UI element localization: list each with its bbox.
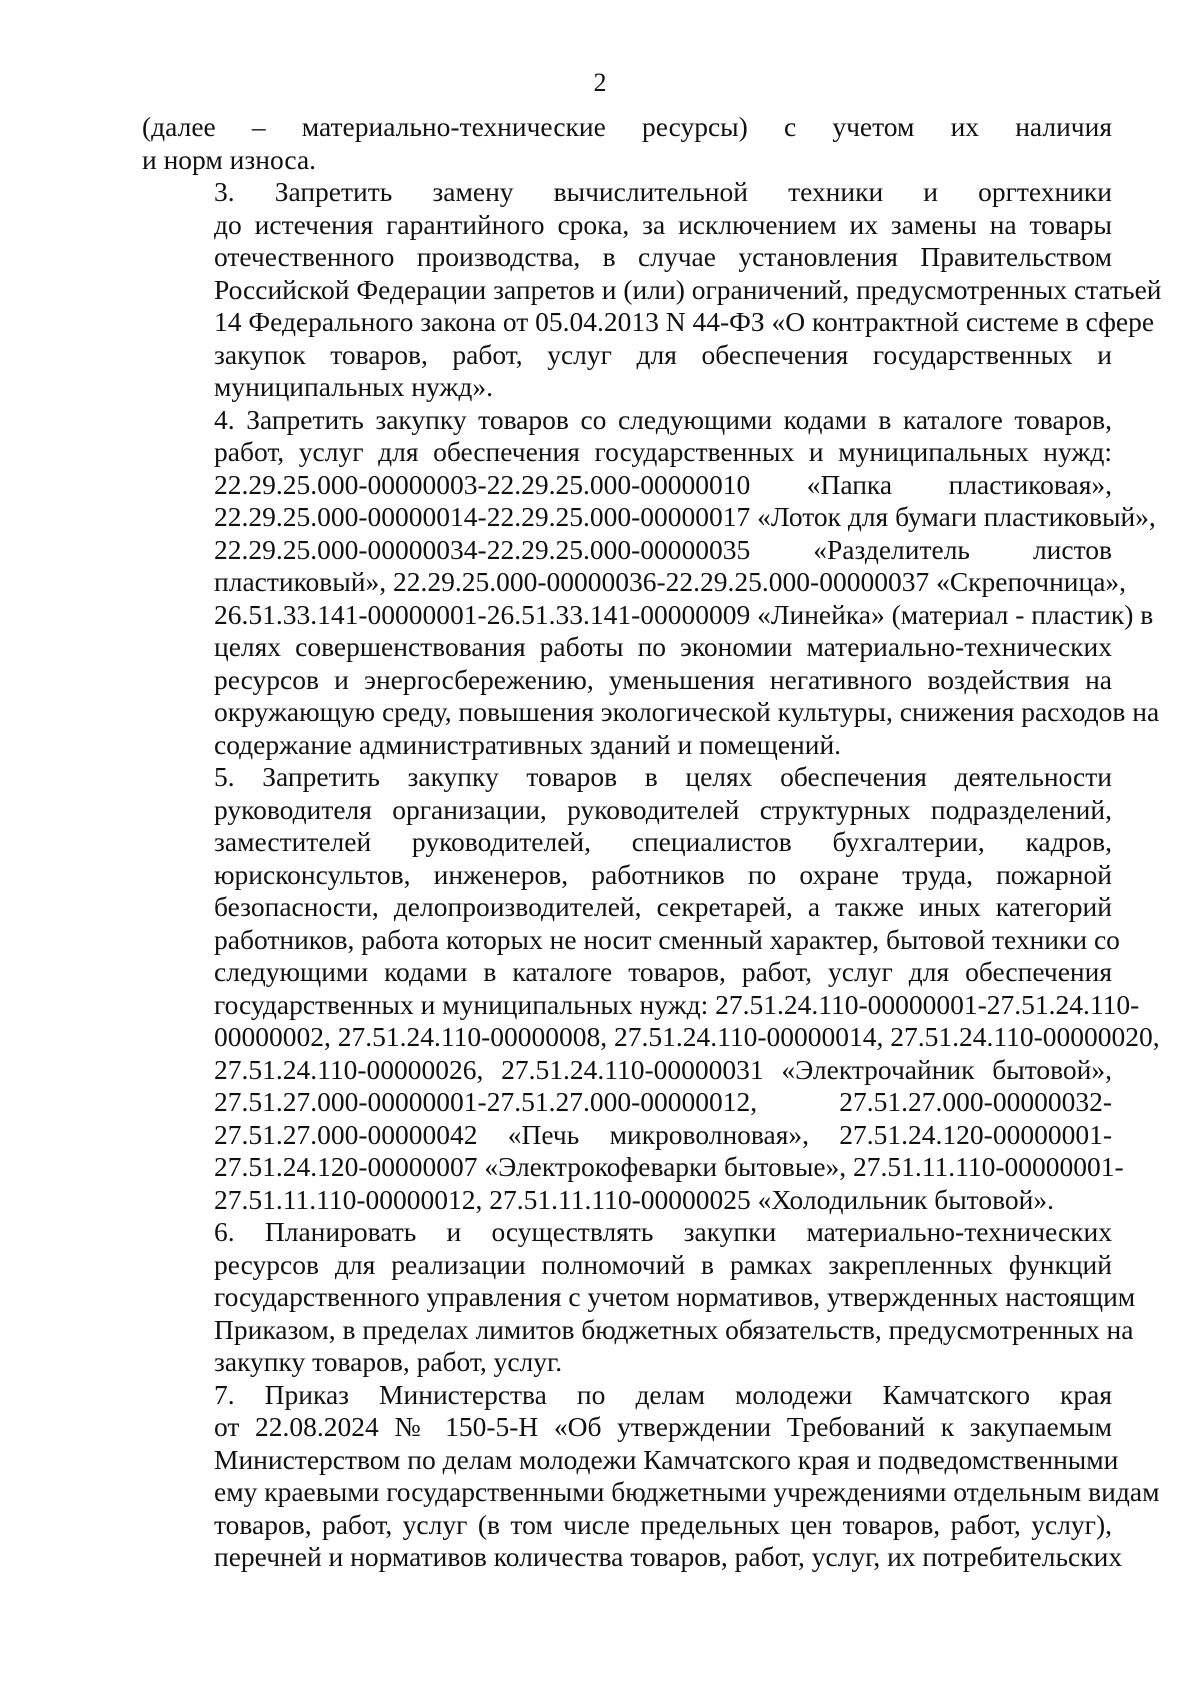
text-line: целях совершенствования работы по экономии материально-технических <box>214 631 1112 662</box>
text-line: Приказом, в пределах лимитов бюджетных обязательств, предусмотренных на <box>214 1313 1134 1345</box>
paragraph-item-5 <box>142 761 1160 1216</box>
text-line: 3. Запретить замену вычислительной техники и оргтехники <box>214 176 1112 207</box>
text-line: юрисконсультов, инженеров, работников по охране труда, пожарной <box>214 858 1112 890</box>
text-line: 5. Запретить закупку товаров в целях обеспечения деятельности <box>214 761 1112 792</box>
text-line: работ, услуг для обеспечения государственных и муниципальных нужд: <box>214 436 1112 467</box>
text-line: безопасности, делопроизводителей, секретарей, а также иных категорий <box>214 891 1112 922</box>
text-line: закупок товаров, работ, услуг для обеспечения государственных и <box>214 338 1112 370</box>
text-line: и норм износа. <box>142 143 317 175</box>
text-line: 6. Планировать и осуществлять закупки материально-технических <box>214 1216 1112 1247</box>
text-line: муниципальных нужд». <box>214 371 493 402</box>
text-line: до истечения гарантийного срока, за исключением их замены на товары <box>214 208 1112 240</box>
text-line: отечественного производства, в случае установления Правительством <box>214 241 1112 272</box>
text-line: закупку товаров, работ, услуг. <box>214 1346 563 1377</box>
text-line: окружающую среду, повышения экологической культуры, снижения расходов на <box>214 696 1160 727</box>
text-line: заместителей руководителей, специалистов бухгалтерии, кадров, <box>214 826 1112 857</box>
text-line: 26.51.33.141-00000001-26.51.33.141-00000009 «Линейка» (материал - пластик) в <box>214 598 1154 630</box>
text-line: 00000002, 27.51.24.110-00000008, 27.51.24.110-00000014, 27.51.24.110-00000020, <box>214 1021 1160 1052</box>
text-line: ресурсов для реализации полномочий в рамках закрепленных функций <box>214 1248 1112 1280</box>
page-number: 2 <box>593 68 607 97</box>
text-line: 22.29.25.000-00000003-22.29.25.000-00000010 «Папка пластиковая», <box>214 468 1112 500</box>
text-line: руководителя организации, руководителей структурных подразделений, <box>214 793 1112 825</box>
text-line: ему краевыми государственными бюджетными учреждениями отдельным видам <box>214 1476 1160 1507</box>
paragraph-item-3 <box>142 176 1162 404</box>
paragraph-item-4 <box>142 403 1160 762</box>
text-line: товаров, работ, услуг (в том числе предельных цен товаров, работ, услуг), <box>214 1508 1112 1540</box>
text-line: 4. Запретить закупку товаров со следующими кодами в каталоге товаров, <box>214 403 1112 435</box>
text-line: Министерством по делам молодежи Камчатского края и подведомственными <box>214 1443 1119 1475</box>
text-line: работников, работа которых не носит сменный характер, бытовой техники со <box>214 923 1120 955</box>
text-line: 27.51.24.110-00000026, 27.51.24.110-00000031 «Электрочайник бытовой», <box>214 1053 1112 1085</box>
text-line: 14 Федерального закона от 05.04.2013 N 44-ФЗ «О контрактной системе в сфере <box>214 306 1155 337</box>
text-line: пластиковый», 22.29.25.000-00000036-22.29.25.000-00000037 «Скрепочница», <box>214 566 1127 597</box>
text-line: 22.29.25.000-00000014-22.29.25.000-00000017 «Лоток для бумаги пластиковый», <box>214 501 1156 532</box>
text-line: государственного управления с учетом нормативов, утвержденных настоящим <box>214 1281 1136 1312</box>
text-line: следующими кодами в каталоге товаров, работ, услуг для обеспечения <box>214 956 1112 987</box>
text-line: 7. Приказ Министерства по делам молодежи Камчатского края <box>214 1378 1112 1410</box>
paragraph-item-6 <box>142 1216 1136 1379</box>
text-line: (далее – материально-технические ресурсы) с учетом их наличия <box>142 111 1112 142</box>
text-line: ресурсов и энергосбережению, уменьшения негативного воздействия на <box>214 663 1112 695</box>
text-line: 27.51.27.000-00000001-27.51.27.000-00000012, 27.51.27.000-00000032- <box>214 1086 1112 1117</box>
text-line: 27.51.11.110-00000012, 27.51.11.110-00000025 «Холодильник бытовой». <box>214 1183 1054 1215</box>
text-line: 27.51.27.000-00000042 «Печь микроволновая», 27.51.24.120-00000001- <box>214 1118 1112 1150</box>
paragraph-item-7 <box>142 1378 1160 1574</box>
text-line: от 22.08.2024 № 150-5-Н «Об утверждении Требований к закупаемым <box>214 1411 1112 1442</box>
text-line: 27.51.24.120-00000007 «Электрокофеварки бытовые», 27.51.11.110-00000001- <box>214 1151 1124 1182</box>
document-body <box>142 111 1162 1574</box>
text-line: 22.29.25.000-00000034-22.29.25.000-00000035 «Разделитель листов <box>214 533 1112 565</box>
text-line: перечней и нормативов количества товаров, работ, услуг, их потребительских <box>214 1541 1123 1572</box>
text-line: содержание административных зданий и помещений. <box>214 728 842 760</box>
paragraph-continuation <box>142 111 1112 176</box>
text-line: государственных и муниципальных нужд: 27.51.24.110-00000001-27.51.24.110- <box>214 988 1140 1020</box>
text-line: Российской Федерации запретов и (или) ограничений, предусмотренных статьей <box>214 273 1162 305</box>
